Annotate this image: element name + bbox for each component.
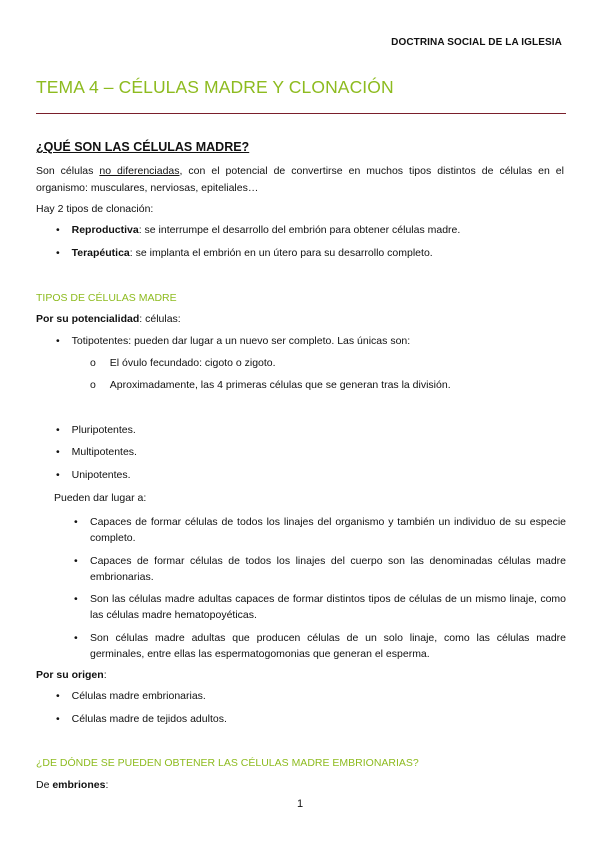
section-heading-tipos: TIPOS DE CÉLULAS MADRE bbox=[36, 292, 177, 304]
sub-list-item: o Aproximadamente, las 4 primeras células que se generan tras la división. bbox=[90, 379, 451, 391]
list-item: • Células madre de tejidos adultos. bbox=[56, 713, 227, 725]
bullet-icon: • bbox=[56, 446, 60, 458]
bullet-icon: • bbox=[56, 690, 60, 702]
clonacion-intro: Hay 2 tipos de clonación: bbox=[36, 203, 154, 215]
list-item: • Terapéutica: se implanta el embrión en un útero para su desarrollo completo. bbox=[56, 247, 433, 259]
list-item: • Unipotentes. bbox=[56, 469, 131, 481]
circle-bullet-icon: o bbox=[90, 357, 96, 369]
origen-line: Por su origen: bbox=[36, 669, 107, 681]
list-item: • Son células madre adultas que producen células de un solo linaje, como las células madre germinales, entre ellas las espermatogomonias que generan el esperma. bbox=[74, 632, 566, 660]
bullet-icon: • bbox=[56, 247, 60, 259]
intro-text: Son células bbox=[36, 165, 100, 177]
list-item: • Reproductiva: se interrumpe el desarrollo del embrión para obtener células madre. bbox=[56, 224, 461, 236]
list-item: • Totipotentes: pueden dar lugar a un nuevo ser completo. Las únicas son: bbox=[56, 335, 411, 347]
bullet-icon: • bbox=[74, 555, 78, 567]
list-item: • Capaces de formar células de todos los linajes del organismo y también un individuo de su especie completo. bbox=[74, 516, 566, 544]
running-header: DOCTRINA SOCIAL DE LA IGLESIA bbox=[391, 37, 562, 48]
circle-bullet-icon: o bbox=[90, 379, 96, 391]
sub-list-item: o El óvulo fecundado: cigoto o zigoto. bbox=[90, 357, 276, 369]
bullet-icon: • bbox=[74, 632, 78, 644]
page-number: 1 bbox=[296, 798, 304, 810]
section-heading-donde: ¿DE DÓNDE SE PUEDEN OBTENER LAS CÉLULAS MADRE EMBRIONARIAS? bbox=[36, 757, 419, 769]
list-item: • Capaces de formar células de todos los linajes del cuerpo son las denominadas células madre embrionarias. bbox=[74, 555, 566, 583]
bullet-icon: • bbox=[56, 469, 60, 481]
list-item: • Células madre embrionarias. bbox=[56, 690, 206, 702]
intro-underlined: no diferenciadas bbox=[99, 165, 180, 177]
page-title: TEMA 4 – CÉLULAS MADRE Y CLONACIÓN bbox=[36, 77, 394, 97]
section-heading-que-son: ¿QUÉ SON LAS CÉLULAS MADRE? bbox=[36, 140, 250, 154]
bullet-icon: • bbox=[56, 424, 60, 436]
bullet-icon: • bbox=[56, 224, 60, 236]
de-embriones-line: De embriones: bbox=[36, 779, 109, 791]
bullet-icon: • bbox=[74, 593, 78, 605]
list-item: • Multipotentes. bbox=[56, 446, 137, 458]
bullet-icon: • bbox=[56, 713, 60, 725]
potencialidad-line: Por su potencialidad: células: bbox=[36, 313, 181, 325]
list-item: • Son las células madre adultas capaces de formar distintos tipos de células de un mismo linaje, como las células madre hematopoyéticas. bbox=[74, 593, 566, 621]
list-item: • Pluripotentes. bbox=[56, 424, 136, 436]
pueden-intro: Pueden dar lugar a: bbox=[54, 492, 147, 504]
bullet-icon: • bbox=[56, 335, 60, 347]
intro-text-rest: , con el potencial de convertirse en muchos tipos distintos de células en el organismo: musculares, nerviosas, epiteliales… bbox=[36, 165, 564, 194]
title-rule bbox=[36, 113, 566, 114]
bullet-icon: • bbox=[74, 516, 78, 528]
intro-paragraph bbox=[36, 163, 564, 197]
